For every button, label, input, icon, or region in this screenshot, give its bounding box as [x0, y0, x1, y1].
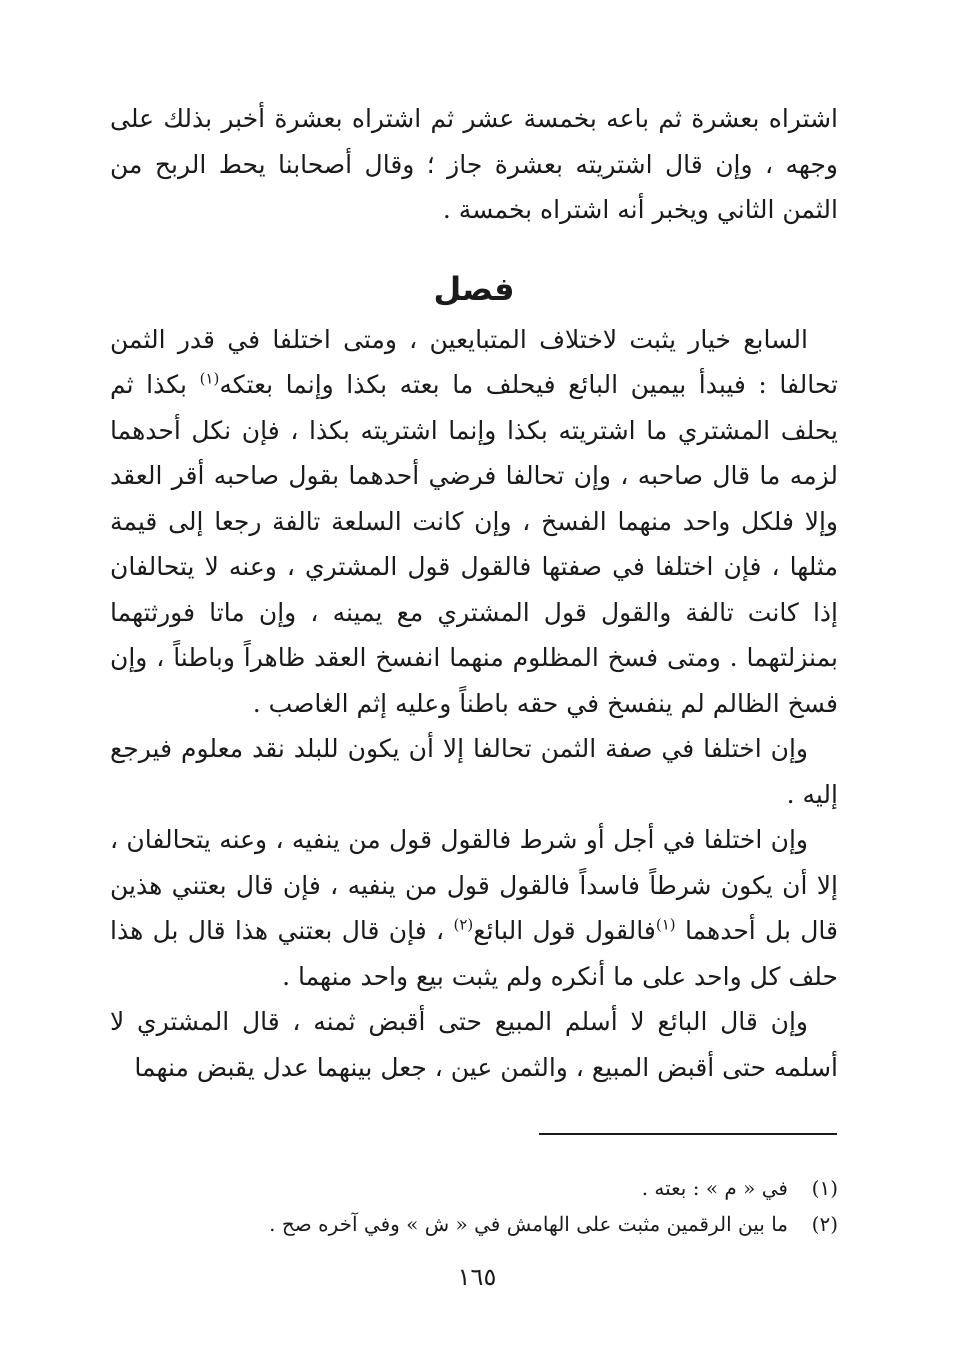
- paragraph-3-text-c: ، فإن قال بعتني هذا قال بل هذا حلف كل واحد على ما أنكره ولم يثبت بيع واحد منهما .: [110, 916, 838, 991]
- paragraph-3-text-a: وإن اختلفا في أجل أو شرط فالقول قول من ينفيه ، وعنه يتحالفان ، إلا أن يكون شرطاً فاسداً فالقول قول من ينفيه ، فإن قال بعتني هذين قال بل أحدهما: [110, 825, 838, 945]
- footnote-number: (٢): [811, 1212, 838, 1236]
- footnote-item: [110, 1206, 838, 1242]
- paragraph-3-text-b: فالقول قول البائع: [473, 916, 656, 945]
- paragraph-1: [110, 317, 838, 727]
- footnote-divider: [539, 1133, 837, 1135]
- paragraph-1-text-a: السابع خيار يثبت لاختلاف المتبايعين ، ومتى اختلفا في قدر الثمن تحالفا : فيبدأ بيمين البائع فيحلف ما بعته بكذا وإنما بعتكه: [110, 324, 838, 399]
- footnote-ref-1[interactable]: (١): [655, 915, 676, 934]
- intro-paragraph: اشتراه بعشرة ثم باعه بخمسة عشر ثم اشتراه بعشرة أخبر بذلك على وجهه ، وإن قال اشتريته بعشرة جاز ؛ وقال أصحابنا يحط الربح من الثمن الثاني ويخبر أنه اشتراه بخمسة .: [110, 104, 839, 224]
- footnote-item: [110, 1170, 838, 1206]
- footnotes: [110, 1170, 838, 1242]
- paragraph-4: وإن قال البائع لا أسلم المبيع حتى أقبض ثمنه ، قال المشتري لا أسلمه حتى أقبض المبيع ، والثمن عين ، جعل بينهما عدل يقبض منهما: [110, 1007, 838, 1082]
- paragraph-3: [110, 817, 838, 999]
- section-heading: فصل: [433, 269, 515, 308]
- footnote-number: (١): [811, 1176, 838, 1200]
- page-body: [110, 96, 838, 1090]
- footnote-ref-2[interactable]: (٢): [453, 915, 474, 934]
- page-number: ١٦٥: [457, 1263, 497, 1291]
- footnote-text: ما بين الرقمين مثبت على الهامش في « ش » وفي آخره صح .: [269, 1212, 788, 1236]
- footnote-text: في « م » : بعته .: [641, 1176, 788, 1200]
- paragraph-2: وإن اختلفا في صفة الثمن تحالفا إلا أن يكون للبلد نقد معلوم فيرجع إليه .: [110, 734, 838, 809]
- paragraph-1-text-b: بكذا ثم يحلف المشتري ما اشتريته بكذا وإنما اشتريته بكذا ، فإن نكل أحدهما لزمه ما قال صاحبه ، وإن تحالفا فرضي أحدهما بقول صاحبه أقر العقد وإلا فلكل واحد منهما الفسخ ، وإن كانت السلعة تالفة رجعا إلى قيمة مثلها ، فإن اختلفا في صفتها فالقول قول المشتري ، وعنه لا يتحالفان إذا كانت تالفة والقول قول المشتري مع يمينه ، وإن ماتا فورثتهما بمنزلتهما . ومتى فسخ المظلوم منهما انفسخ العقد ظاهراً وباطناً ، وإن فسخ الظالم لم ينفسخ في حقه باطناً وعليه إثم الغاصب .: [110, 370, 838, 718]
- footnote-ref-1[interactable]: (١): [199, 369, 220, 388]
